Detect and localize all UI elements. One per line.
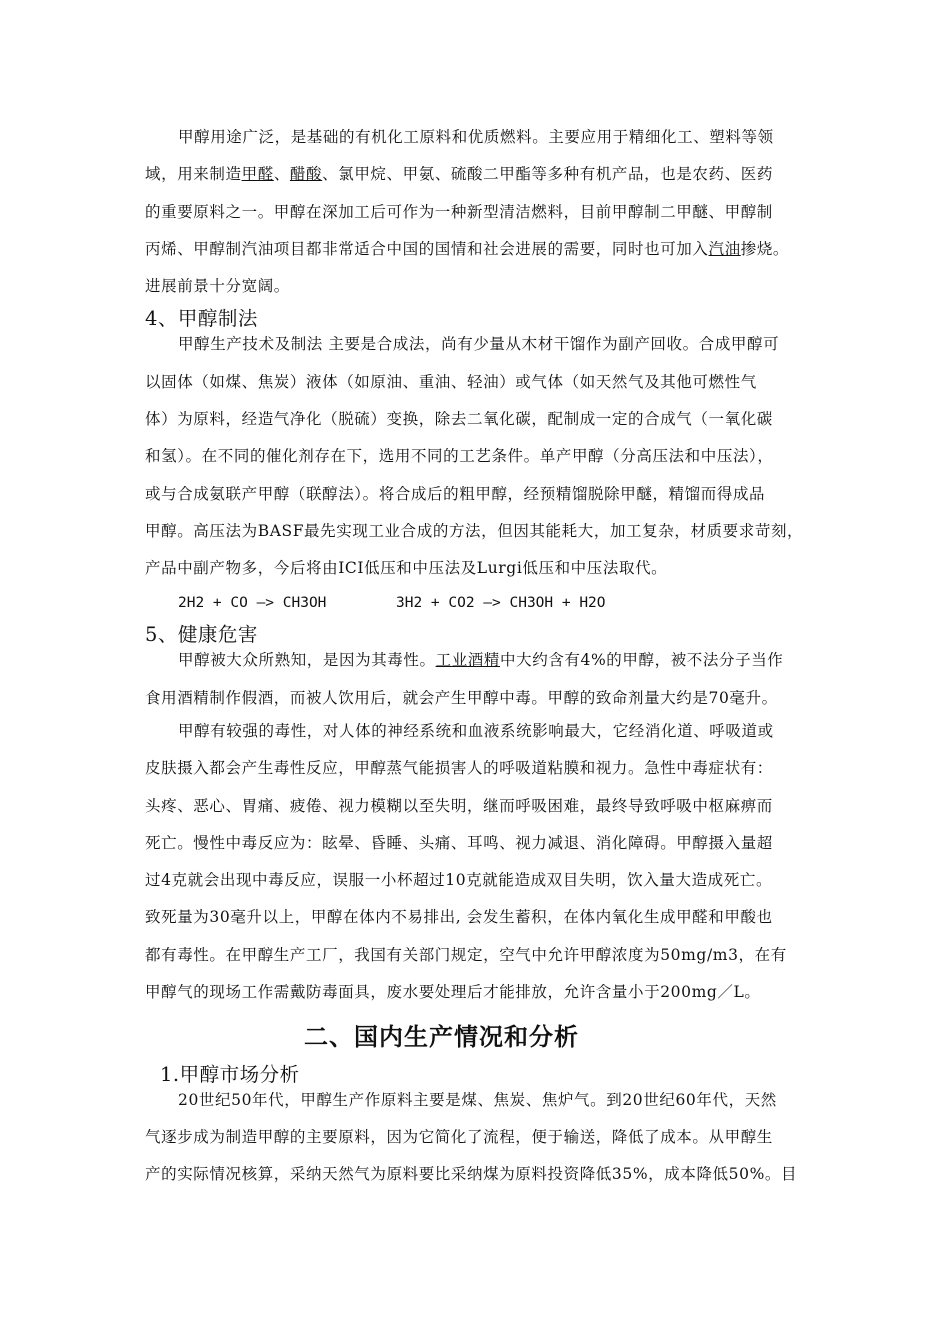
sec5-p2-line-7: 都有毒性。在甲醇生产工厂，我国有关部门规定，空气中允许甲醇浓度为50mg/m3，在有 [145,946,787,964]
sec5-p2-line-6: 致死量为30毫升以上，甲醇在体内不易排出, 会发生蓄积，在体内氧化生成甲醛和甲酸也 [145,908,773,926]
sec5-p2-line-3: 头疼、恶心、胃痛、疲倦、视力模糊以至失明，继而呼吸困难，最终导致呼吸中枢麻痹而 [145,797,773,815]
section-5-heading: 5、健康危害 [145,623,258,646]
sec5-p2-line-5: 过4克就会出现中毒反应，误服一小杯超过10克就能造成双目失明，饮入量大造成死亡。 [145,871,773,889]
ch2-line-1: 20世纪50年代，甲醇生产作原料主要是煤、焦炭、焦炉气。到20世纪60年代，天然 [178,1091,777,1109]
sec4-line-1: 甲醇生产技术及制法 主要是合成法，尚有少量从木材干馏作为副产回收。合成甲醇可 [178,335,780,353]
chapter-2-heading: 二、国内生产情况和分析 [304,1022,579,1051]
sec4-line-7: 产品中副产物多，今后将由ICI低压和中压法及Lurgi低压和中压法取代。 [145,559,668,577]
sec5-p1-line-2: 食用酒精制作假酒，而被人饮用后，就会产生甲醇中毒。甲醇的致命剂量大约是70毫升。 [145,689,778,707]
link-gasoline[interactable]: 汽油 [708,240,741,258]
link-formaldehyde[interactable]: 甲醛 [241,165,274,183]
section-4-heading: 4、甲醇制法 [145,307,258,330]
use-line-4 [145,239,789,259]
sec5-p2-line-1: 甲醇有较强的毒性，对人体的神经系统和血液系统影响最大，它经消化道、呼吸道或 [178,722,774,740]
use-line-1: 甲醇用途广泛，是基础的有机化工原料和优质燃料。主要应用于精细化工、塑料等领 [178,128,774,146]
sec4-line-2: 以固体（如煤、焦炭）液体（如原油、重油、轻油）或气体（如天然气及其他可燃性气 [145,373,757,391]
use-line-2-text-b: 、 [273,165,290,183]
ch2-line-2: 气逐步成为制造甲醇的主要原料，因为它简化了流程，便于输送，降低了成本。从甲醇生 [145,1128,773,1146]
use-line-5: 进展前景十分宽阔。 [145,277,290,295]
sec5-p1-line-1-text-a: 甲醇被大众所熟知，是因为其毒性。 [178,651,436,669]
sec4-line-4: 和氢）。在不同的催化剂存在下，选用不同的工艺条件。单产甲醇（分高压法和中压法）， [145,447,774,465]
sec4-line-5: 或与合成氨联产甲醇（联醇法）。将合成后的粗甲醇，经预精馏脱除甲醚，精馏而得成品 [145,485,766,503]
sec4-line-6: 甲醇。高压法为BASF最先实现工业合成的方法，但因其能耗大，加工复杂，材质要求苛刻， [145,522,804,540]
use-line-4-text-a: 丙烯、甲醇制汽油项目都非常适合中国的国情和社会进展的需要，同时也可加入 [145,240,709,258]
ch2-line-3: 产的实际情况核算，采纳天然气为原料要比采纳煤为原料投资降低35%，成本降低50%。目 [145,1165,798,1183]
reaction-formula-1: 2H2 + CO —> CH3OH [178,595,327,611]
link-industrial-alcohol[interactable]: 工业酒精 [435,651,501,669]
reaction-formula-2: 3H2 + CO2 —> CH3OH + H2O [396,595,606,611]
use-line-2 [145,164,773,184]
sec4-line-3: 体）为原料，经造气净化（脱硫）变换，除去二氧化碳，配制成一定的合成气（一氧化碳 [145,410,773,428]
link-acetic-acid[interactable]: 醋酸 [289,165,323,183]
sec5-p2-line-2: 皮肤摄入都会产生毒性反应，甲醇蒸气能损害人的呼吸道粘膜和视力。急性中毒症状有： [145,759,773,777]
use-line-2-text-a: 域，用来制造 [145,165,242,183]
subsection-1-heading: 1.甲醇市场分析 [160,1063,300,1086]
sec5-p2-line-8: 甲醇气的现场工作需戴防毒面具，废水要处理后才能排放，允许含量小于200mg／L。 [145,983,761,1001]
sec5-p1-line-1 [178,650,783,670]
sec5-p1-line-1-text-b: 中大约含有4%的甲醇，被不法分子当作 [500,651,784,669]
use-line-2-text-c: 、氯甲烷、甲氨、硫酸二甲酯等多种有机产品，也是农药、医药 [322,165,773,183]
sec5-p2-line-4: 死亡。慢性中毒反应为：眩晕、昏睡、头痛、耳鸣、视力减退、消化障碍。甲醇摄入量超 [145,834,773,852]
use-line-4-text-b: 掺烧。 [740,240,790,258]
use-line-3: 的重要原料之一。甲醇在深加工后可作为一种新型清洁燃料，目前甲醇制二甲醚、甲醇制 [145,203,773,221]
